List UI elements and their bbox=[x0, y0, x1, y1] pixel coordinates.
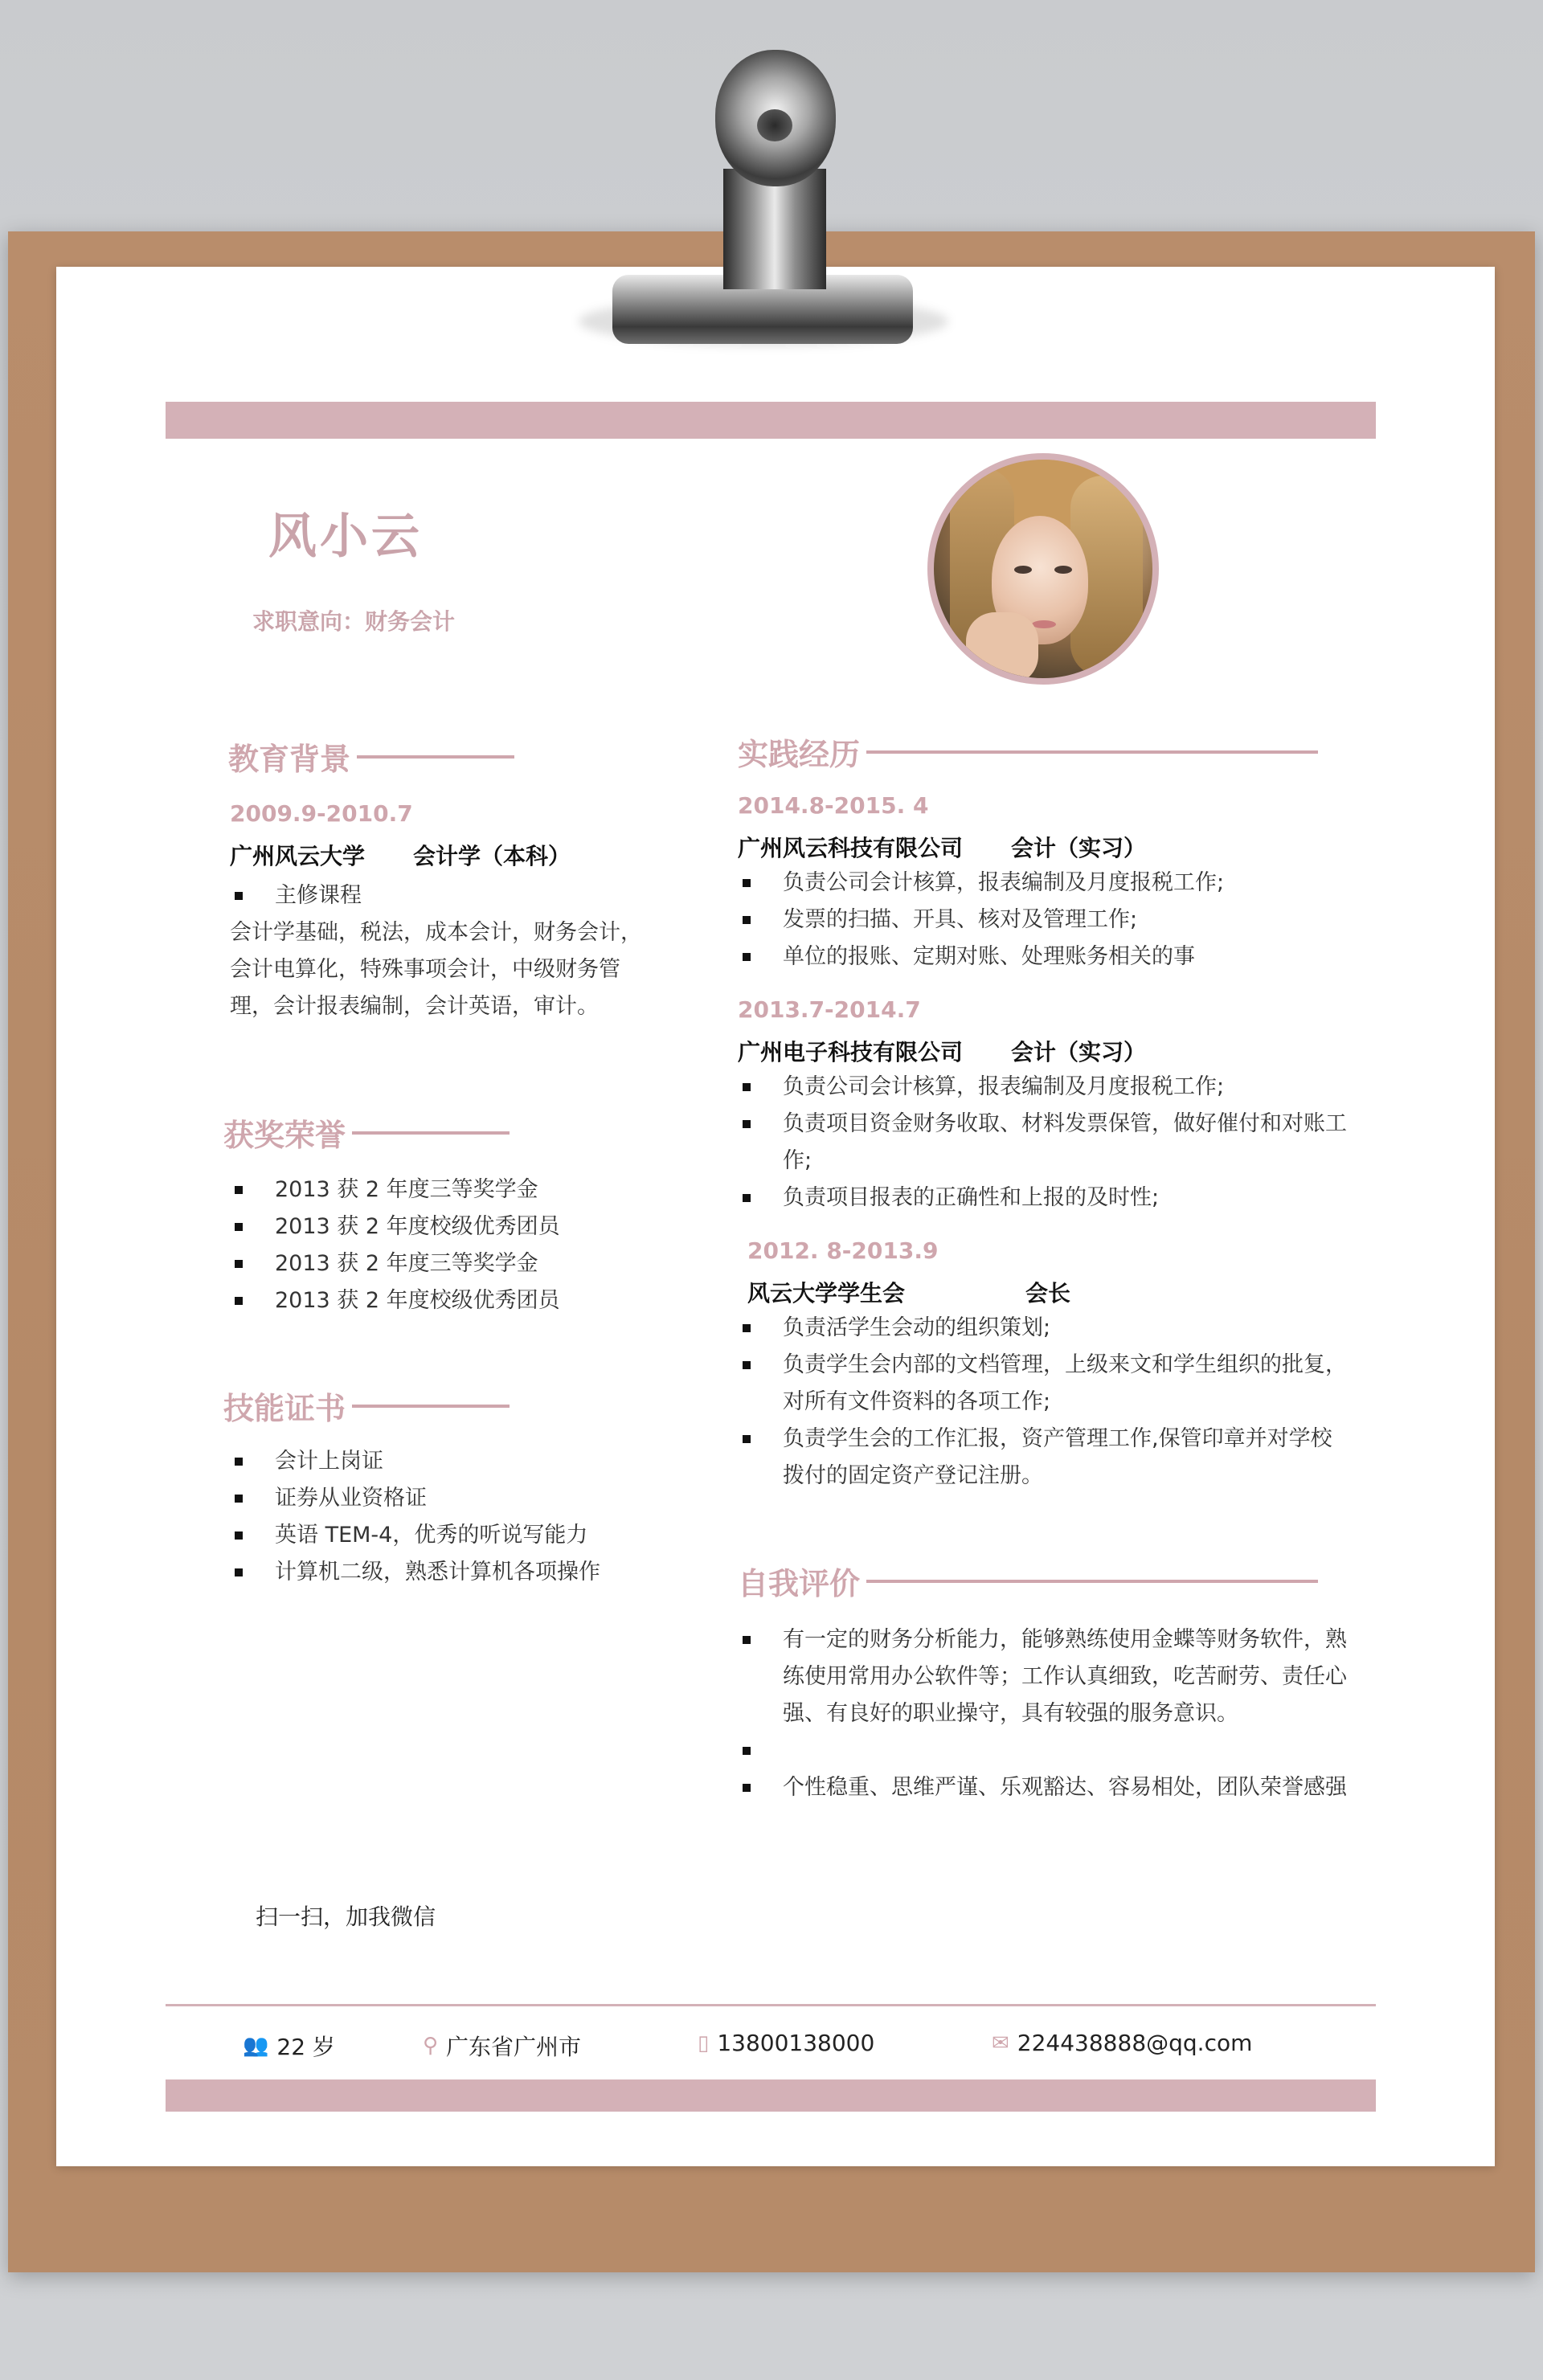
list-item: 英语 TEM-4，优秀的听说写能力 bbox=[230, 1517, 680, 1554]
list-item: 证券从业资格证 bbox=[230, 1480, 680, 1517]
footer-divider bbox=[166, 2004, 1376, 2006]
contact-email: ✉ 224438888@qq.com bbox=[992, 2030, 1253, 2056]
education-date: 2009.9-2010.7 bbox=[230, 800, 413, 827]
person-icon: 👥 bbox=[243, 2034, 269, 2058]
skills-title: 技能证书 bbox=[223, 1384, 510, 1428]
education-school: 广州风云大学 会计学（本科） bbox=[230, 843, 571, 869]
footer-band bbox=[166, 2079, 1376, 2112]
list-item: 主修课程 bbox=[230, 877, 648, 914]
list-item: 负责活学生会动的组织策划; bbox=[738, 1310, 1349, 1347]
list-item: 计算机二级，熟悉计算机各项操作 bbox=[230, 1554, 680, 1591]
contact-phone: ▯ 13800138000 bbox=[698, 2030, 875, 2056]
qr-caption: 扫一扫，加我微信 bbox=[256, 1904, 436, 1930]
awards-title: 获奖荣誉 bbox=[223, 1110, 510, 1155]
contact-age: 👥 22 岁 bbox=[243, 2034, 335, 2060]
job-company: 风云大学学生会 会长 bbox=[747, 1280, 1071, 1307]
awards-list bbox=[230, 1172, 648, 1319]
skills-list bbox=[230, 1443, 680, 1591]
list-item: 个性稳重、思维严谨、乐观豁达、容易相处，团队荣誉感强 bbox=[738, 1769, 1349, 1806]
list-item: 负责公司会计核算，报表编制及月度报税工作; bbox=[738, 865, 1349, 902]
course-list bbox=[230, 877, 648, 914]
list-item: 单位的报账、定期对账、处理账务相关的事 bbox=[738, 939, 1349, 975]
profile-photo bbox=[927, 453, 1159, 685]
list-item: 2013 获 2 年度三等奖学金 bbox=[230, 1245, 648, 1282]
job-intent: 求职意向：财务会计 bbox=[252, 608, 456, 635]
candidate-name: 风小云 bbox=[268, 509, 423, 565]
self-eval-title: 自我评价 bbox=[738, 1559, 1318, 1603]
job-date: 2014.8-2015. 4 bbox=[738, 792, 929, 819]
list-item: 负责学生会内部的文档管理，上级来文和学生组织的批复，对所有文件资料的各项工作; bbox=[738, 1347, 1349, 1421]
binder-clip bbox=[579, 48, 948, 354]
job-duties bbox=[738, 1310, 1349, 1495]
list-item: 2013 获 2 年度校级优秀团员 bbox=[230, 1282, 648, 1319]
list-item: 负责公司会计核算，报表编制及月度报税工作; bbox=[738, 1069, 1349, 1106]
job-duties bbox=[738, 865, 1349, 975]
list-item: 发票的扫描、开具、核对及管理工作; bbox=[738, 902, 1349, 939]
list-item: 会计上岗证 bbox=[230, 1443, 680, 1480]
experience-title: 实践经历 bbox=[738, 730, 1318, 774]
list-item: 负责项目报表的正确性和上报的及时性; bbox=[738, 1180, 1349, 1217]
self-eval-list bbox=[738, 1621, 1349, 1806]
job-date: 2012. 8-2013.9 bbox=[747, 1237, 939, 1264]
contact-location: ⚲ 广东省广州市 bbox=[423, 2034, 582, 2060]
job-company: 广州电子科技有限公司 会计（实习） bbox=[738, 1039, 1147, 1065]
job-date: 2013.7-2014.7 bbox=[738, 996, 921, 1023]
list-item: 2013 获 2 年度校级优秀团员 bbox=[230, 1208, 648, 1245]
job-company: 广州风云科技有限公司 会计（实习） bbox=[738, 835, 1147, 861]
job-duties bbox=[738, 1069, 1349, 1217]
list-item bbox=[738, 1732, 1349, 1769]
header-band bbox=[166, 402, 1376, 439]
course-details: 会计学基础，税法，成本会计，财务会计， 会计电算化，特殊事项会计，中级财务管 理，会计报表编制，会计英语，审计。 bbox=[230, 920, 642, 1019]
education-title: 教育背景 bbox=[228, 734, 514, 779]
list-item: 2013 获 2 年度三等奖学金 bbox=[230, 1172, 648, 1208]
location-pin-icon: ⚲ bbox=[423, 2034, 439, 2058]
list-item: 负责学生会的工作汇报，资产管理工作,保管印章并对学校拨付的固定资产登记注册。 bbox=[738, 1421, 1349, 1495]
phone-icon: ▯ bbox=[698, 2030, 710, 2055]
mail-icon: ✉ bbox=[992, 2030, 1009, 2055]
list-item: 负责项目资金财务收取、材料发票保管，做好催付和对账工作; bbox=[738, 1106, 1349, 1180]
list-item: 有一定的财务分析能力，能够熟练使用金蝶等财务软件，熟练使用常用办公软件等；工作认真细致，吃苦耐劳、责任心强、有良好的职业操守，具有较强的服务意识。 bbox=[738, 1621, 1349, 1732]
